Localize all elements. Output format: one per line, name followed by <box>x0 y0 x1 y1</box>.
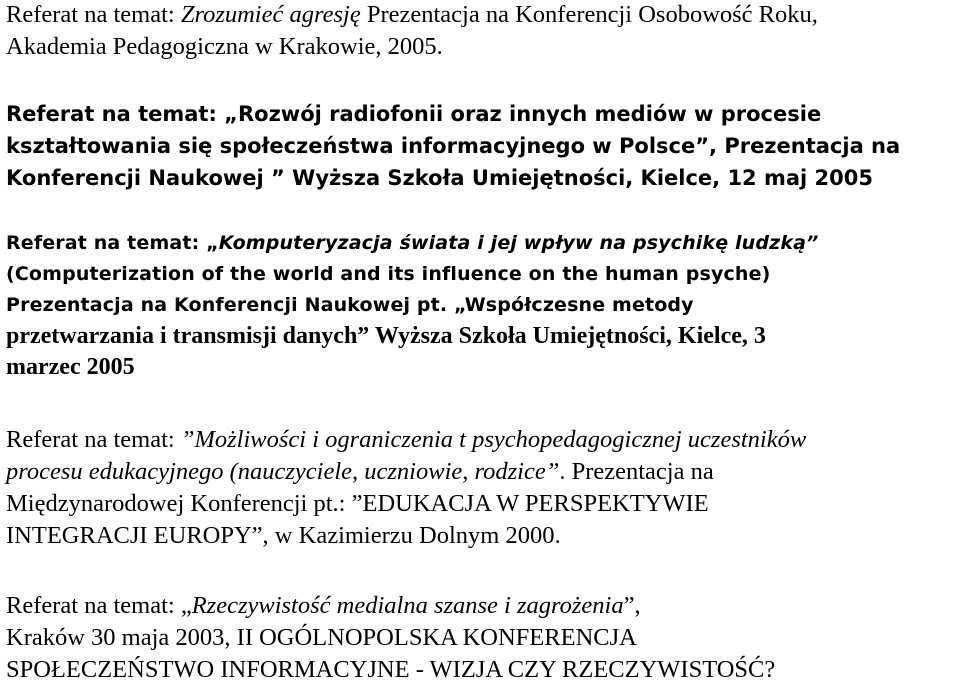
entry-5-line-3 <box>6 654 960 686</box>
reference-entry-2 <box>6 98 960 194</box>
entry-1-title: Zrozumieć agresję <box>180 1 361 28</box>
entry-2-text: Referat na temat: „Rozwój radiofonii oraz innych mediów w procesie <box>6 102 822 126</box>
entry-3-text: Referat na temat: „ <box>6 232 219 254</box>
entry-4-text: . Prezentacja na <box>559 458 714 485</box>
entry-5-text: ”, <box>623 592 641 619</box>
entry-5-text: Referat na temat: „ <box>6 592 192 619</box>
entry-3-line-2 <box>6 259 960 290</box>
entry-3-text: marzec 2005 <box>6 354 135 380</box>
reference-entry-3-cont <box>6 321 960 383</box>
entry-2-text: Konferencji Naukowej ” Wyższa Szkoła Umiejętności, Kielce, 12 maj 2005 <box>6 166 873 190</box>
entry-3-line-3 <box>6 290 960 321</box>
reference-entry-5 <box>6 590 960 686</box>
entry-2-text: kształtowania się społeczeństwa informacyjnego w Polsce”, Prezentacja na <box>6 134 901 158</box>
entry-3-title: Komputeryzacja świata i jej wpływ na psychikę ludzką” <box>218 232 819 254</box>
entry-1-line-1 <box>6 0 960 31</box>
entry-4-text: INTEGRACJI EUROPY”, w Kazimierzu Dolnym 2000. <box>6 522 561 549</box>
entry-4-line-4 <box>6 520 960 552</box>
entry-3-line-4 <box>6 321 960 352</box>
entry-2-line-2 <box>6 130 960 162</box>
entry-3-line-1 <box>6 228 960 259</box>
entry-2-line-3 <box>6 162 960 194</box>
entry-5-line-1 <box>6 590 960 622</box>
entry-3-text: Prezentacja na Konferencji Naukowej pt. „Współczesne metody <box>6 294 694 316</box>
entry-4-text: Referat na temat: <box>6 426 181 453</box>
entry-4-line-3 <box>6 488 960 520</box>
entry-1-text: Prezentacja na Konferencji Osobowość Roku, <box>360 1 818 28</box>
entry-1-text: Akademia Pedagogiczna w Krakowie, 2005. <box>6 33 443 60</box>
entry-5-line-2 <box>6 622 960 654</box>
reference-entry-3 <box>6 228 960 321</box>
entry-3-text: (Computerization of the world and its influence on the human psyche) <box>6 263 771 285</box>
entry-2-line-1 <box>6 98 960 130</box>
entry-4-line-1 <box>6 424 960 456</box>
entry-4-line-2 <box>6 456 960 488</box>
entry-5-text: Kraków 30 maja 2003, II OGÓLNOPOLSKA KONFERENCJA <box>6 624 637 651</box>
reference-entry-1 <box>6 0 960 63</box>
entry-5-text: SPOŁECZEŃSTWO INFORMACYJNE - WIZJA CZY RZECZYWISTOŚĆ? <box>6 656 776 683</box>
entry-1-line-2 <box>6 31 960 63</box>
entry-1-text: Referat na temat: <box>6 1 181 28</box>
entry-4-title: procesu edukacyjnego (nauczyciele, uczniowie, rodzice” <box>6 458 560 485</box>
entry-4-text: Międzynarodowej Konferencji pt.: ”EDUKACJA W PERSPEKTYWIE <box>6 490 709 517</box>
entry-5-title: Rzeczywistość medialna szanse i zagrożenia <box>191 592 624 619</box>
reference-entry-4 <box>6 424 960 552</box>
entry-3-text: przetwarzania i transmisji danych” Wyższa Szkoła Umiejętności, Kielce, 3 <box>6 323 766 349</box>
entry-4-title: ”Możliwości i ograniczenia t psychopedagogicznej uczestników <box>180 426 807 453</box>
entry-3-line-5 <box>6 352 960 383</box>
